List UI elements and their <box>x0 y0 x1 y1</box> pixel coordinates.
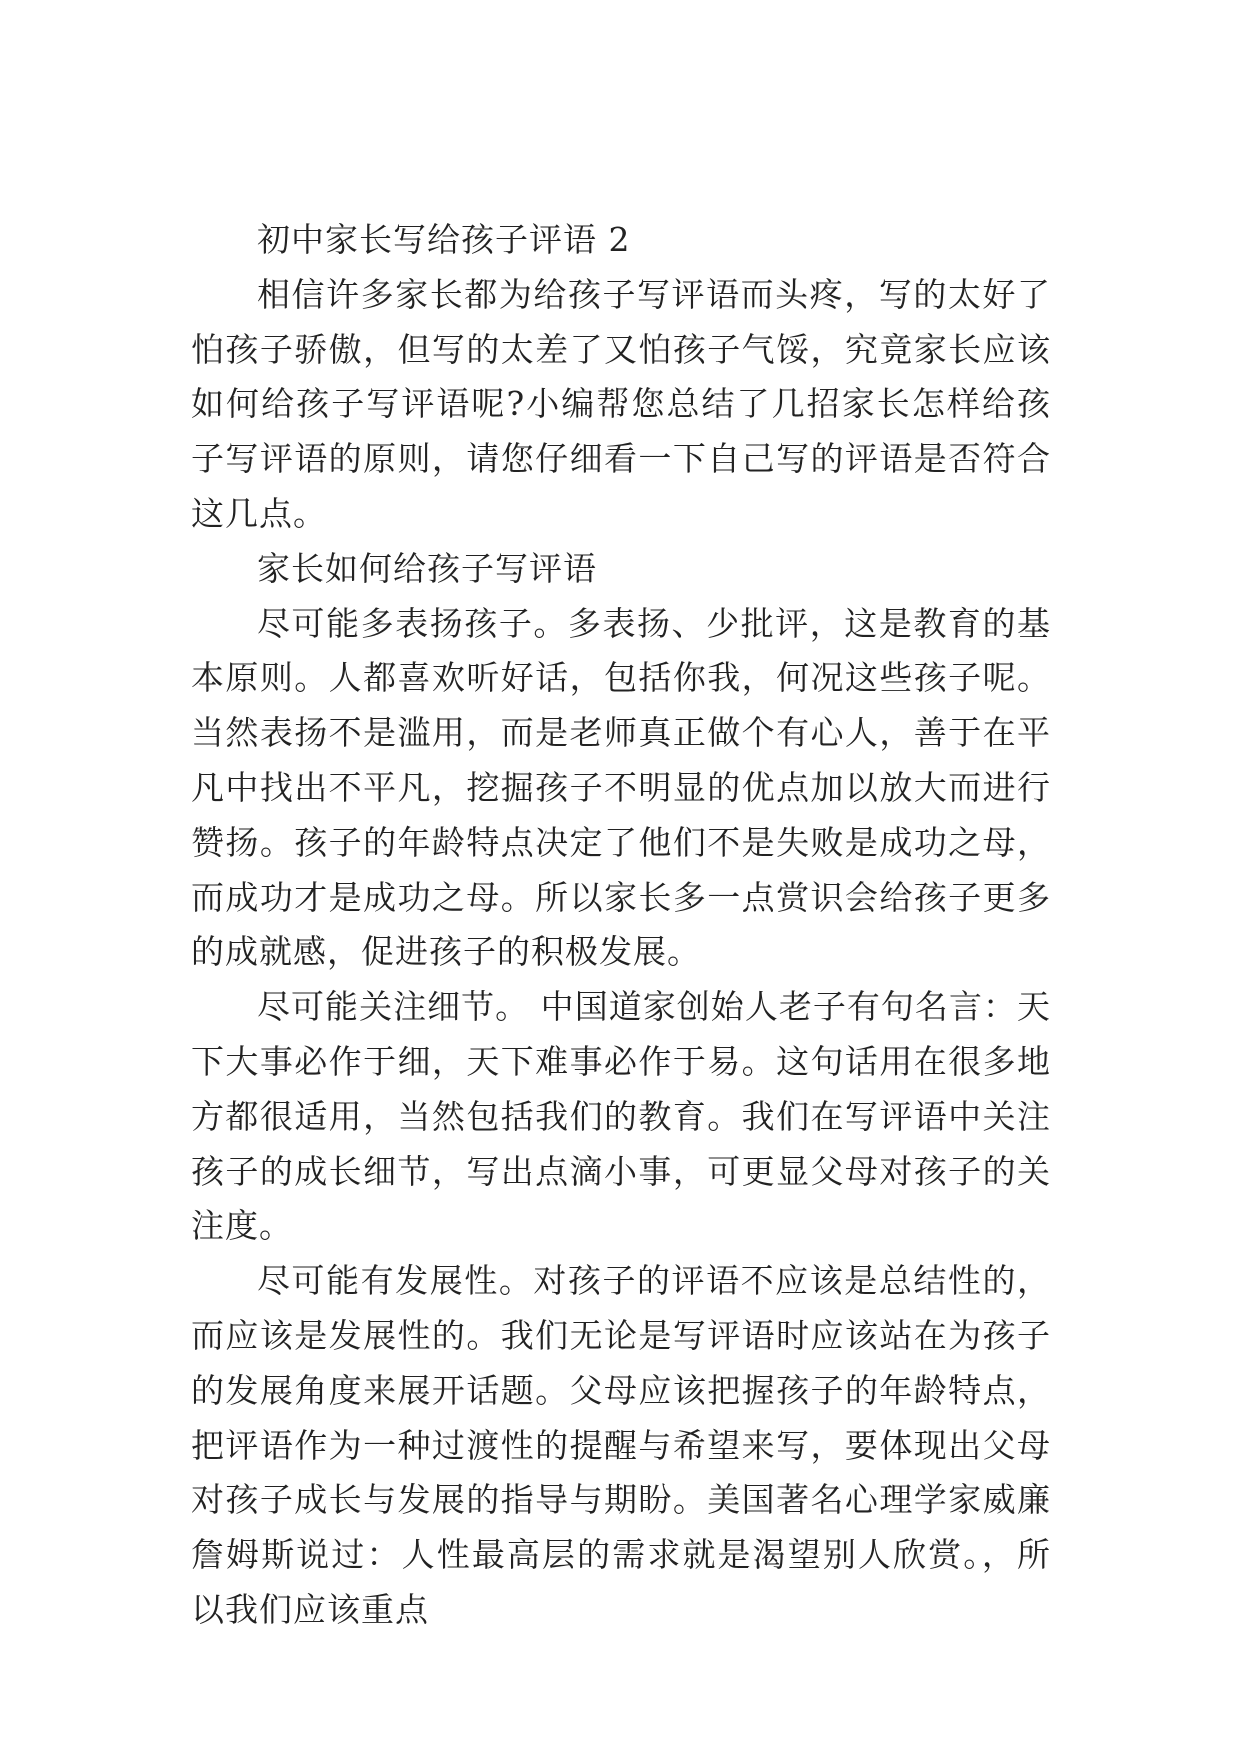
section-heading: 家长如何给孩子写评语 <box>257 548 597 588</box>
paragraph-praise: 尽可能多表扬孩子。多表扬、少批评，这是教育的基本原则。人都喜欢听好话，包括你我，何况这些孩子呢。当然表扬不是滥用，而是老师真正做个有心人，善于在平凡中找出不平凡，挖掘孩子不明显的优点加以放大而进行赞扬。孩子的年龄特点决定了他们不是失败是成功之母，而成功才是成功之母。所以家长多一点赏识会给孩子更多的成就感，促进孩子的积极发展。 <box>191 603 1051 972</box>
document-title: 初中家长写给孩子评语 2 <box>257 220 631 259</box>
paragraph-intro: 相信许多家长都为给孩子写评语而头疼，写的太好了怕孩子骄傲，但写的太差了又怕孩子气馁，究竟家长应该如何给孩子写评语呢?小编帮您总结了几招家长怎样给孩子写评语的原则，请您仔细看一下自己写的评语是否符合这几点。 <box>191 274 1051 533</box>
paragraph-details: 尽可能关注细节。 中国道家创始人老子有句名言：天下大事必作于细，天下难事必作于易。这句话用在很多地方都很适用，当然包括我们的教育。我们在写评语中关注孩子的成长细节，写出点滴小事，可更显父母对孩子的关注度。 <box>191 987 1051 1246</box>
document-body <box>191 213 1051 1638</box>
paragraph-development: 尽可能有发展性。对孩子的评语不应该是总结性的，而应该是发展性的。我们无论是写评语时应该站在为孩子的发展角度来展开话题。父母应该把握孩子的年龄特点，把评语作为一种过渡性的提醒与希望来写，要体现出父母对孩子成长与发展的指导与期盼。美国著名心理学家威廉詹姆斯说过：人性最高层的需求就是渴望别人欣赏。，所以我们应该重点 <box>191 1261 1051 1629</box>
